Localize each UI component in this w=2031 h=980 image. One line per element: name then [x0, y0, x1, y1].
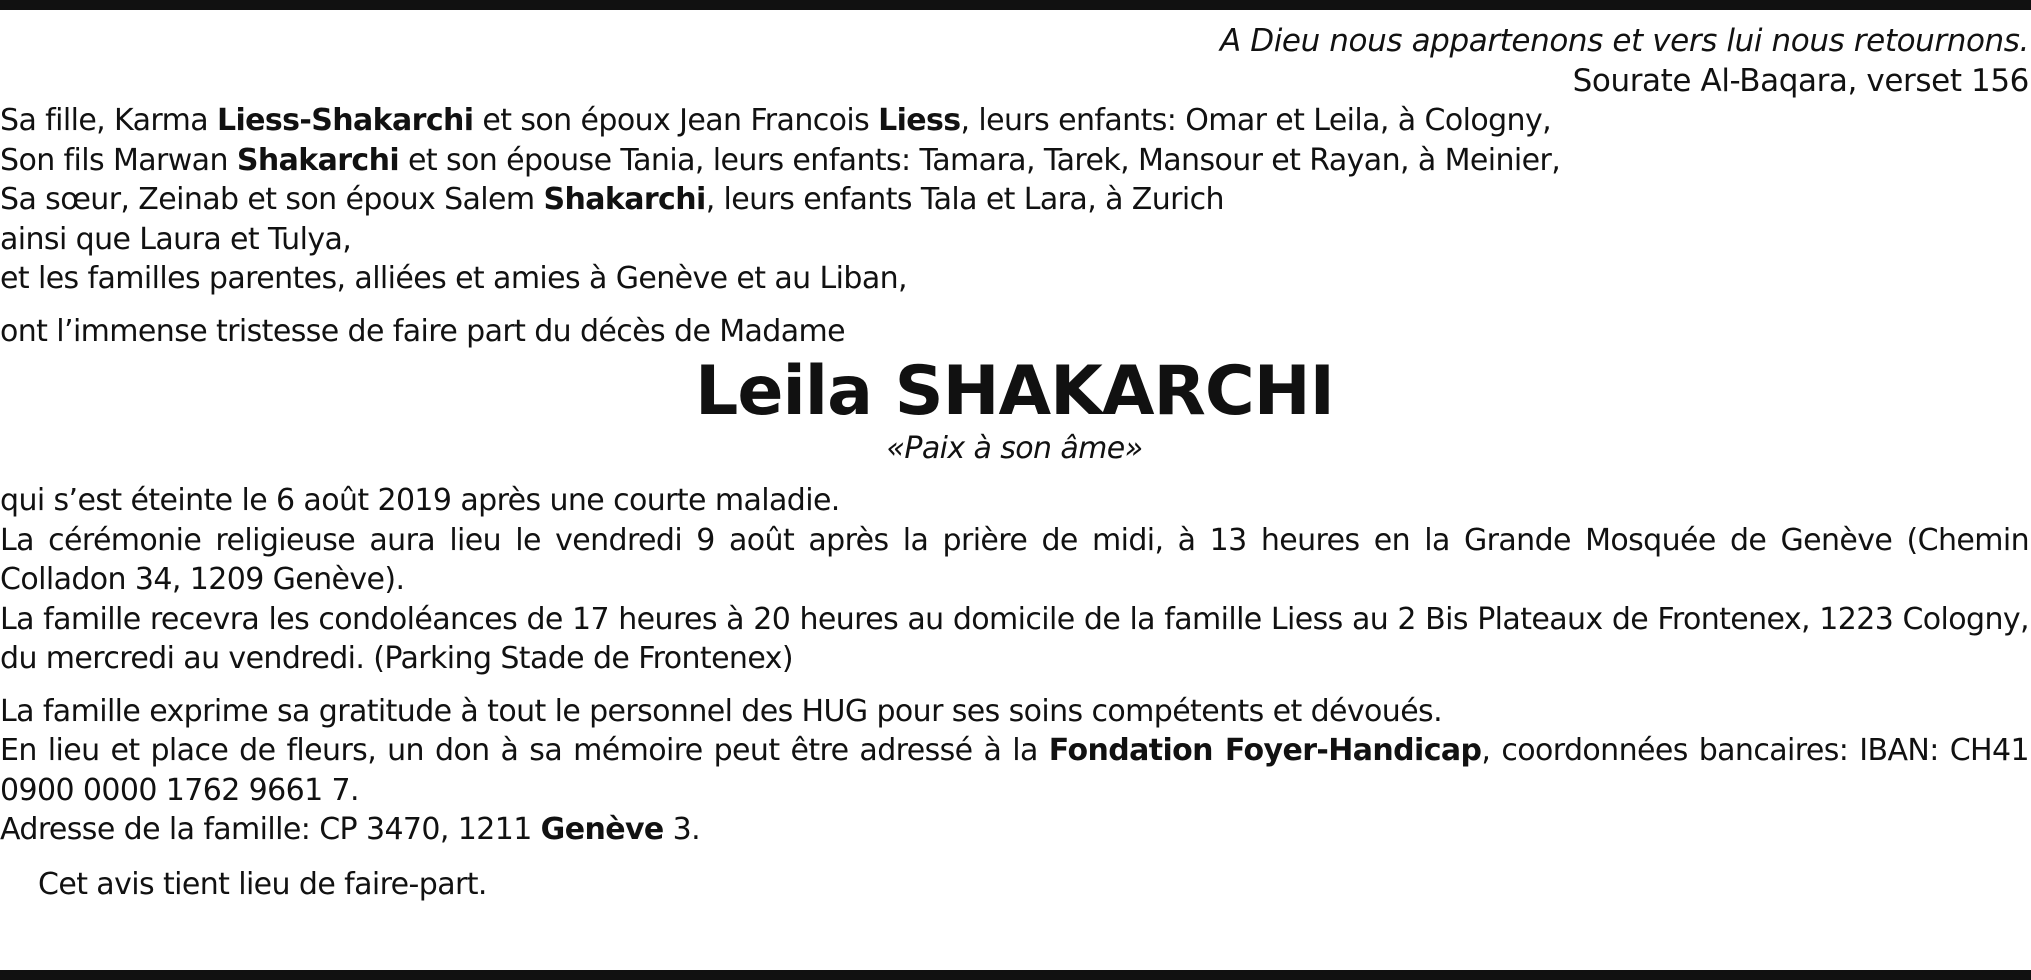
quote-reference: Sourate Al-Baqara, verset 156: [1572, 62, 2029, 99]
family-list: [0, 101, 2029, 299]
family-line-sister: Sa sœur, Zeinab et son époux Salem Shakarchi, leurs enfants Tala et Lara, à Zurich: [0, 182, 1224, 217]
notice-statement: Cet avis tient lieu de faire-part.: [38, 866, 487, 902]
family-line-daughter: Sa fille, Karma Liess-Shakarchi et son époux Jean Francois Liess, leurs enfants: Omar et Leila, à Cologny,: [0, 103, 1552, 138]
bottom-border-rule: [0, 970, 2031, 980]
family-line-relatives: et les familles parentes, alliées et amies à Genève et au Liban,: [0, 261, 907, 296]
death-statement: qui s’est éteinte le 6 août 2019 après une courte maladie.: [0, 483, 840, 518]
condolences-details: La famille recevra les condoléances de 17 heures à 20 heures au domicile de la famille Liess au 2 Bis Plateaux de Frontenex, 1223 Cologny, du mercredi au vendredi. (Parking Stade de Frontenex): [0, 601, 2029, 676]
epitaph: «Paix à son âme»: [886, 431, 1143, 466]
top-border-rule: [0, 0, 2031, 10]
family-address: Adresse de la famille: CP 3470, 1211 Genève 3.: [0, 812, 701, 847]
announcement-intro: ont l’immense tristesse de faire part du décès de Madame: [0, 313, 846, 349]
deceased-name: Leila SHAKARCHI: [695, 352, 1334, 431]
family-line-others: ainsi que Laura et Tulya,: [0, 221, 352, 257]
gratitude-statement: La famille exprime sa gratitude à tout le personnel des HUG pour ses soins compétents et dévoués.: [0, 693, 1443, 729]
family-line-son: Son fils Marwan Shakarchi et son épouse Tania, leurs enfants: Tamara, Tarek, Mansour et Rayan, à Meinier,: [0, 142, 1561, 178]
obituary-notice: [0, 22, 2029, 904]
religious-quote: A Dieu nous appartenons et vers lui nous retournons.: [1219, 23, 2029, 59]
donation-details: En lieu et place de fleurs, un don à sa mémoire peut être adressé à la Fondation Foyer-Handicap, coordonnées bancaires: IBAN: CH41 0900 0000 1762 9661 7.: [0, 733, 2029, 808]
ceremony-details: La cérémonie religieuse aura lieu le vendredi 9 août après la prière de midi, à 13 heures en la Grande Mosquée de Genève (Chemin Colladon 34, 1209 Genève).: [0, 522, 2029, 597]
